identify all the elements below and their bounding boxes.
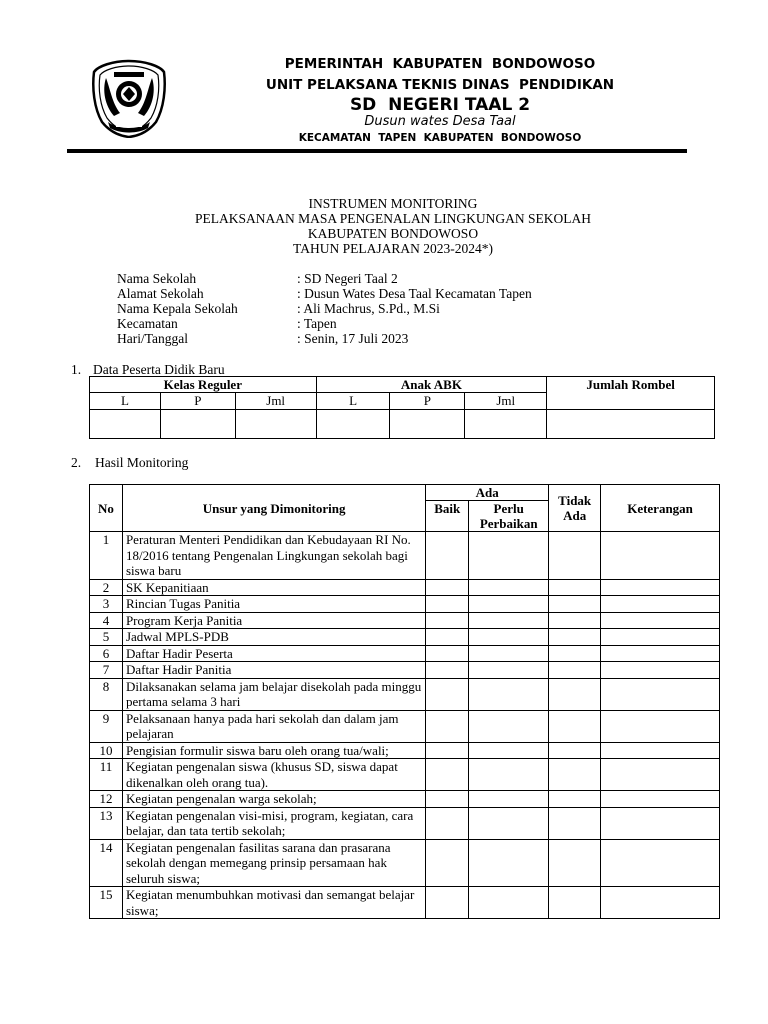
table-row — [90, 532, 720, 580]
info-label-school: Nama Sekolah — [117, 271, 197, 286]
cell-baik[interactable] — [426, 791, 469, 808]
cell-baik[interactable] — [426, 629, 469, 646]
cell-keterangan[interactable] — [601, 791, 720, 808]
table-row — [90, 759, 720, 791]
cell-tidak-ada[interactable] — [549, 839, 601, 887]
cell-perlu-perbaikan[interactable] — [469, 662, 549, 679]
row-number: 7 — [90, 662, 123, 679]
cell-tidak-ada[interactable] — [549, 710, 601, 742]
section-1-title: Data Peserta Didik Baru — [93, 362, 225, 377]
document-title — [0, 196, 768, 256]
cell-keterangan[interactable] — [601, 612, 720, 629]
cell-keterangan[interactable] — [601, 807, 720, 839]
row-number: 15 — [90, 887, 123, 919]
cell-keterangan[interactable] — [601, 532, 720, 580]
cell-reguler-jml[interactable] — [235, 410, 316, 439]
row-number: 13 — [90, 807, 123, 839]
subheader-abk-l: L — [316, 393, 390, 410]
cell-baik[interactable] — [426, 742, 469, 759]
title-line-3: KABUPATEN BONDOWOSO — [307, 226, 479, 241]
row-item-text: SK Kepanitiaan — [122, 579, 425, 596]
cell-tidak-ada[interactable] — [549, 662, 601, 679]
cell-perlu-perbaikan[interactable] — [469, 579, 549, 596]
letterhead-district: KECAMATAN TAPEN KABUPATEN BONDOWOSO — [298, 132, 582, 144]
cell-tidak-ada[interactable] — [549, 629, 601, 646]
header-tidak-ada: Tidak Ada — [549, 485, 601, 532]
cell-baik[interactable] — [426, 596, 469, 613]
table-row — [90, 678, 720, 710]
subheader-abk-jml: Jml — [465, 393, 547, 410]
cell-baik[interactable] — [426, 579, 469, 596]
cell-keterangan[interactable] — [601, 596, 720, 613]
table-row — [90, 579, 720, 596]
cell-perlu-perbaikan[interactable] — [469, 710, 549, 742]
school-logo — [90, 58, 168, 138]
table-row — [90, 887, 720, 919]
row-item-text: Jadwal MPLS-PDB — [122, 629, 425, 646]
cell-keterangan[interactable] — [601, 742, 720, 759]
table-row — [90, 710, 720, 742]
table-row — [90, 742, 720, 759]
cell-abk-jml[interactable] — [465, 410, 547, 439]
title-line-1: INSTRUMEN MONITORING — [308, 196, 478, 211]
row-item-text: Daftar Hadir Peserta — [122, 645, 425, 662]
row-item-text: Kegiatan pengenalan siswa (khusus SD, siswa dapat dikenalkan oleh orang tua). — [122, 759, 425, 791]
title-line-2: PELAKSANAAN MASA PENGENALAN LINGKUNGAN SEKOLAH — [195, 211, 591, 226]
info-value-principal: : Ali Machrus, S.Pd., M.Si — [297, 301, 440, 316]
row-item-text: Kegiatan menumbuhkan motivasi dan semangat belajar siswa; — [122, 887, 425, 919]
cell-tidak-ada[interactable] — [549, 678, 601, 710]
header-anak-abk: Anak ABK — [316, 377, 547, 393]
info-value-school: : SD Negeri Taal 2 — [297, 271, 398, 286]
table-row — [90, 791, 720, 808]
cell-keterangan[interactable] — [601, 678, 720, 710]
table-row — [90, 662, 720, 679]
info-label-principal: Nama Kepala Sekolah — [117, 301, 238, 316]
cell-perlu-perbaikan[interactable] — [469, 645, 549, 662]
cell-perlu-perbaikan[interactable] — [469, 678, 549, 710]
cell-baik[interactable] — [426, 678, 469, 710]
cell-tidak-ada[interactable] — [549, 645, 601, 662]
cell-keterangan[interactable] — [601, 759, 720, 791]
cell-baik[interactable] — [426, 662, 469, 679]
cell-perlu-perbaikan[interactable] — [469, 791, 549, 808]
cell-perlu-perbaikan[interactable] — [469, 807, 549, 839]
cell-perlu-perbaikan[interactable] — [469, 759, 549, 791]
cell-baik[interactable] — [426, 759, 469, 791]
row-item-text: Peraturan Menteri Pendidikan dan Kebudayaan RI No. 18/2016 tentang Pengenalan Lingkungan sekolah bagi siswa baru — [122, 532, 425, 580]
info-label-date: Hari/Tanggal — [117, 331, 189, 346]
row-item-text: Kegiatan pengenalan fasilitas sarana dan prasarana sekolah dengan memegang prinsip persamaan hak seluruh siswa; — [122, 839, 425, 887]
table-row — [90, 645, 720, 662]
info-value-district: : Tapen — [297, 316, 337, 331]
header-kelas-reguler: Kelas Reguler — [90, 377, 317, 393]
subheader-reguler-p: P — [160, 393, 235, 410]
cell-baik[interactable] — [426, 710, 469, 742]
row-number: 12 — [90, 791, 123, 808]
row-number: 8 — [90, 678, 123, 710]
header-ada: Ada — [426, 485, 549, 501]
cell-keterangan[interactable] — [601, 629, 720, 646]
cell-baik[interactable] — [426, 887, 469, 919]
letterhead-government: PEMERINTAH KABUPATEN BONDOWOSO — [284, 56, 596, 72]
subheader-reguler-l: L — [90, 393, 161, 410]
title-line-4: TAHUN PELAJARAN 2023-2024*) — [293, 241, 493, 256]
cell-tidak-ada[interactable] — [549, 807, 601, 839]
row-item-text: Kegiatan pengenalan visi-misi, program, kegiatan, cara belajar, dan tata tertib sekolah; — [122, 807, 425, 839]
row-item-text: Pengisian formulir siswa baru oleh orang tua/wali; — [122, 742, 425, 759]
row-item-text: Kegiatan pengenalan warga sekolah; — [122, 791, 425, 808]
cell-tidak-ada[interactable] — [549, 532, 601, 580]
cell-tidak-ada[interactable] — [549, 612, 601, 629]
cell-reguler-l[interactable] — [90, 410, 161, 439]
info-value-date: : Senin, 17 Juli 2023 — [297, 331, 409, 346]
cell-perlu-perbaikan[interactable] — [469, 532, 549, 580]
cell-baik[interactable] — [426, 532, 469, 580]
table-row — [90, 629, 720, 646]
student-data-table — [89, 376, 715, 439]
cell-tidak-ada[interactable] — [549, 742, 601, 759]
cell-baik[interactable] — [426, 645, 469, 662]
monitoring-table — [89, 484, 720, 919]
cell-baik[interactable] — [426, 612, 469, 629]
cell-tidak-ada[interactable] — [549, 759, 601, 791]
table-row — [90, 596, 720, 613]
row-item-text: Pelaksanaan hanya pada hari sekolah dan dalam jam pelajaran — [122, 710, 425, 742]
letterhead-school-name: SD NEGERI TAAL 2 — [349, 95, 531, 115]
cell-keterangan[interactable] — [601, 662, 720, 679]
header-keterangan: Keterangan — [601, 485, 720, 532]
cell-abk-p[interactable] — [390, 410, 465, 439]
cell-abk-l[interactable] — [316, 410, 390, 439]
subheader-reguler-jml: Jml — [235, 393, 316, 410]
info-label-address: Alamat Sekolah — [117, 286, 204, 301]
row-number: 1 — [90, 532, 123, 580]
table-row — [90, 839, 720, 887]
row-item-text: Rincian Tugas Panitia — [122, 596, 425, 613]
cell-perlu-perbaikan[interactable] — [469, 742, 549, 759]
row-number: 9 — [90, 710, 123, 742]
row-item-text: Dilaksanakan selama jam belajar disekolah pada minggu pertama selama 3 hari — [122, 678, 425, 710]
cell-perlu-perbaikan[interactable] — [469, 839, 549, 887]
cell-perlu-perbaikan[interactable] — [469, 596, 549, 613]
bondowoso-regency-seal-icon — [90, 58, 168, 138]
cell-keterangan[interactable] — [601, 839, 720, 887]
row-number: 2 — [90, 579, 123, 596]
subheader-abk-p: P — [390, 393, 465, 410]
cell-keterangan[interactable] — [601, 710, 720, 742]
cell-tidak-ada[interactable] — [549, 791, 601, 808]
table-row — [90, 807, 720, 839]
cell-keterangan[interactable] — [601, 579, 720, 596]
letterhead-agency: UNIT PELAKSANA TEKNIS DINAS PENDIDIKAN — [265, 77, 615, 93]
info-label-district: Kecamatan — [117, 316, 178, 331]
cell-keterangan[interactable] — [601, 887, 720, 919]
cell-jumlah-rombel[interactable] — [547, 410, 715, 439]
row-number: 4 — [90, 612, 123, 629]
section-1-number: 1. — [71, 362, 82, 377]
letterhead-divider — [67, 149, 687, 153]
cell-tidak-ada[interactable] — [549, 579, 601, 596]
row-number: 14 — [90, 839, 123, 887]
row-item-text: Daftar Hadir Panitia — [122, 662, 425, 679]
cell-tidak-ada[interactable] — [549, 596, 601, 613]
table-row — [90, 410, 715, 439]
header-jumlah-rombel: Jumlah Rombel — [547, 377, 715, 410]
cell-keterangan[interactable] — [601, 645, 720, 662]
cell-baik[interactable] — [426, 839, 469, 887]
row-number: 6 — [90, 645, 123, 662]
section-2-number: 2. — [71, 455, 82, 470]
header-unsur: Unsur yang Dimonitoring — [122, 485, 425, 532]
cell-baik[interactable] — [426, 807, 469, 839]
cell-perlu-perbaikan[interactable] — [469, 887, 549, 919]
table-row — [90, 612, 720, 629]
row-item-text: Program Kerja Panitia — [122, 612, 425, 629]
row-number: 10 — [90, 742, 123, 759]
cell-perlu-perbaikan[interactable] — [469, 629, 549, 646]
header-baik: Baik — [426, 501, 469, 532]
letterhead-address: Dusun wates Desa Taal — [364, 114, 516, 129]
header-perlu-perbaikan: Perlu Perbaikan — [469, 501, 549, 532]
row-number: 5 — [90, 629, 123, 646]
cell-perlu-perbaikan[interactable] — [469, 612, 549, 629]
cell-reguler-p[interactable] — [160, 410, 235, 439]
section-2-title: Hasil Monitoring — [95, 455, 189, 470]
row-number: 11 — [90, 759, 123, 791]
info-value-address: : Dusun Wates Desa Taal Kecamatan Tapen — [297, 286, 532, 301]
header-no: No — [90, 485, 123, 532]
row-number: 3 — [90, 596, 123, 613]
cell-tidak-ada[interactable] — [549, 887, 601, 919]
